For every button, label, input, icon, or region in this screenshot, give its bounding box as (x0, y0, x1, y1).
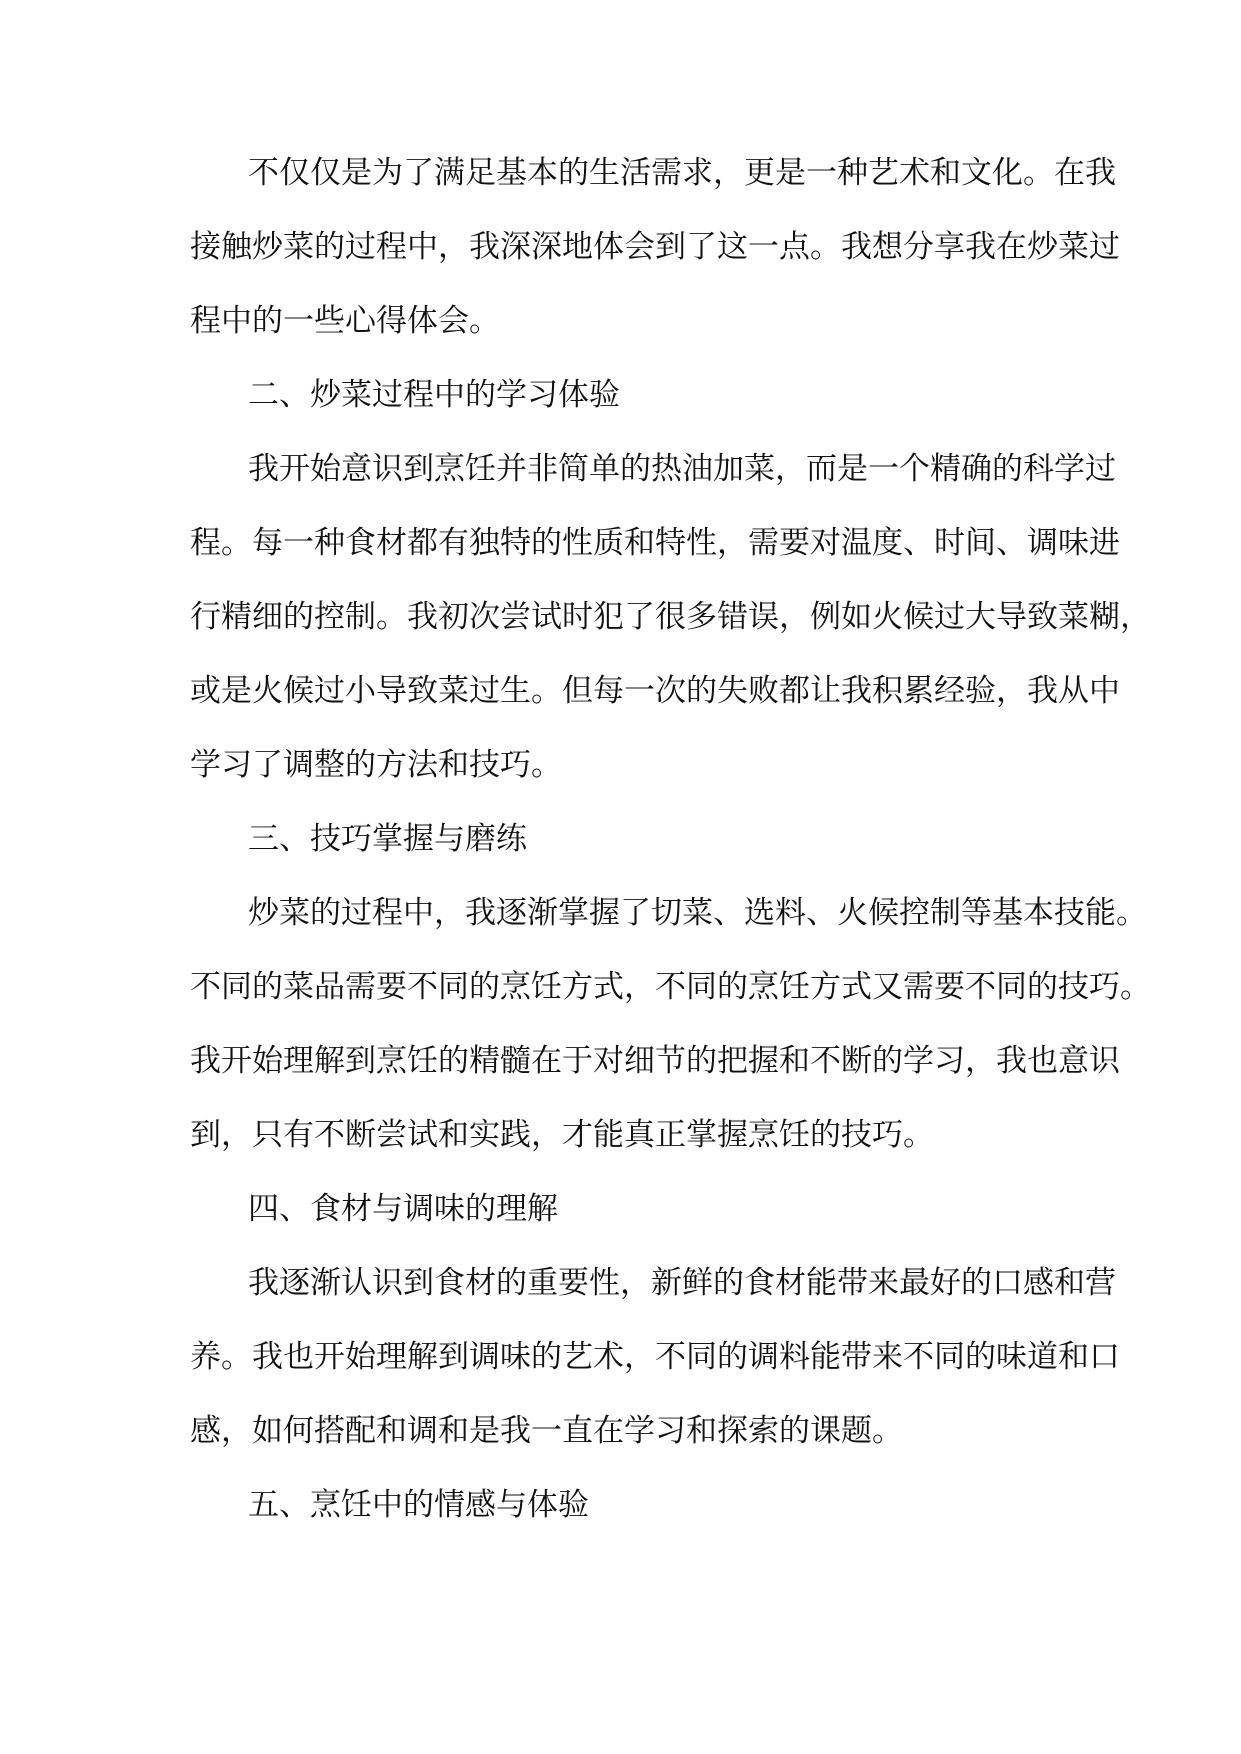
paragraph-3-line-3: 我开始理解到烹饪的精髓在于对细节的把握和不断的学习，我也意识 (190, 1043, 1120, 1079)
paragraph-1-line-3: 程中的一些心得体会。 (190, 303, 500, 339)
paragraph-1-line-1: 不仅仅是为了满足基本的生活需求，更是一种艺术和文化。在我 (248, 155, 1116, 191)
paragraph-3-line-2: 不同的菜品需要不同的烹饪方式，不同的烹饪方式又需要不同的技巧。 (190, 969, 1151, 1005)
paragraph-2-line-2: 程。每一种食材都有独特的性质和特性，需要对温度、时间、调味进 (190, 525, 1120, 561)
paragraph-2-line-3: 行精细的控制。我初次尝试时犯了很多错误，例如火候过大导致菜糊， (190, 599, 1151, 635)
paragraph-4-line-3: 感，如何搭配和调和是我一直在学习和探索的课题。 (190, 1413, 903, 1449)
section-heading-3: 三、技巧掌握与磨练 (248, 821, 527, 857)
paragraph-2-line-5: 学习了调整的方法和技巧。 (190, 747, 562, 783)
document-body (190, 141, 1151, 1547)
paragraph-3-line-1: 炒菜的过程中，我逐渐掌握了切菜、选料、火候控制等基本技能。 (248, 895, 1147, 931)
paragraph-2-line-4: 或是火候过小导致菜过生。但每一次的失败都让我积累经验，我从中 (190, 673, 1120, 709)
paragraph-3-line-4: 到，只有不断尝试和实践，才能真正掌握烹饪的技巧。 (190, 1117, 934, 1153)
section-heading-5: 五、烹饪中的情感与体验 (248, 1487, 589, 1523)
section-heading-2: 二、炒菜过程中的学习体验 (248, 377, 620, 413)
section-heading-4: 四、食材与调味的理解 (248, 1191, 558, 1227)
paragraph-4-line-2: 养。我也开始理解到调味的艺术，不同的调料能带来不同的味道和口 (190, 1339, 1120, 1375)
paragraph-2-line-1: 我开始意识到烹饪并非简单的热油加菜，而是一个精确的科学过 (248, 451, 1116, 487)
paragraph-4-line-1: 我逐渐认识到食材的重要性，新鲜的食材能带来最好的口感和营 (248, 1265, 1116, 1301)
paragraph-1-line-2: 接触炒菜的过程中，我深深地体会到了这一点。我想分享我在炒菜过 (190, 229, 1120, 265)
